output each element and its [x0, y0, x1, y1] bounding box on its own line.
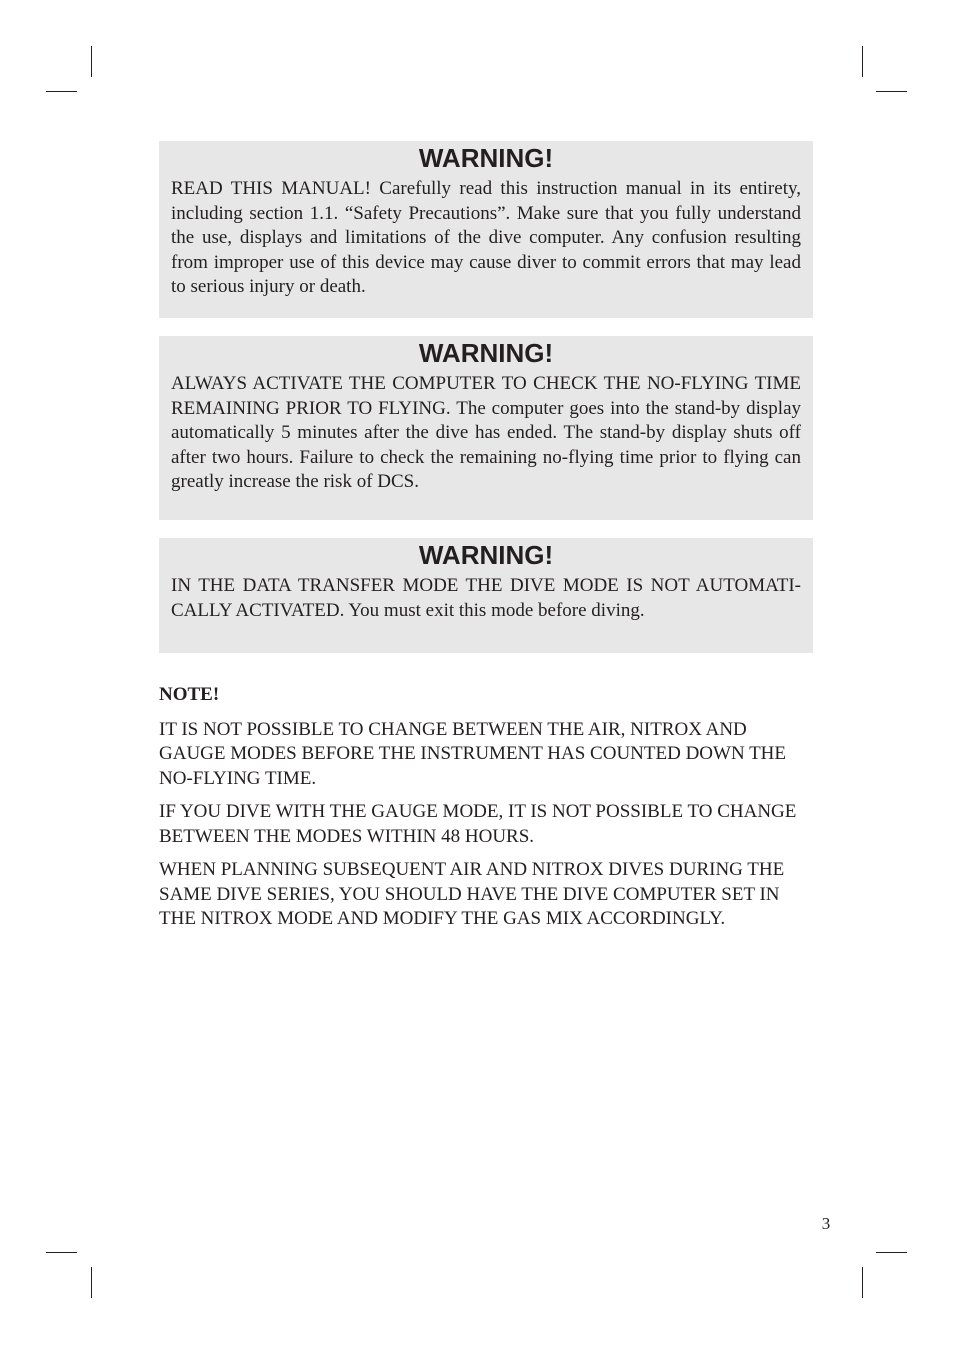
warning-box-data-transfer [159, 538, 813, 653]
warning-box-manual [159, 141, 813, 318]
crop-mark [876, 1252, 907, 1253]
warning-title: WARNING! [418, 540, 554, 570]
note-paragraph: WHEN PLANNING SUBSEQUENT AIR AND NITROX DIVES DURING THE SAME DIVE SERIES, YOU SHOULD HAVE THE DIVE COMPUTER SET IN THE NITROX MODE AND MODIFY THE GAS MIX ACCORDINGLY. [159, 859, 785, 929]
warning-box-no-flying [159, 336, 813, 520]
crop-mark [91, 1267, 92, 1298]
page-number: 3 [821, 1214, 831, 1233]
crop-mark [46, 91, 77, 92]
note-section [159, 683, 813, 941]
warning-text: ALWAYS ACTIVATE THE COMPUTER TO CHECK THE NO-FLYING TIME REMAINING PRIOR TO FLYING. The computer goes into the stand-by display automatically 5 minutes after the dive has ended. The stand-by display shuts off after two hours. Failure to check the remaining no-flying time prior to flying can greatly increase the risk of DCS. [171, 373, 801, 493]
warning-text: READ THIS MANUAL! Carefully read this instruction manual in its entirety, including section 1.1. “Safety Precautions”. Make sure that you fully understand the use, displays and limitations of the dive computer. Any confusion resulting from improper use of this device may cause diver to commit errors that may lead to serious injury or death. [171, 178, 801, 298]
crop-mark [876, 91, 907, 92]
warning-title: WARNING! [418, 143, 554, 173]
crop-mark [46, 1252, 77, 1253]
note-heading: NOTE! [159, 684, 220, 705]
warning-title: WARNING! [418, 338, 554, 368]
crop-mark [862, 46, 863, 77]
note-paragraph: IT IS NOT POSSIBLE TO CHANGE BETWEEN THE AIR, NITROX AND GAUGE MODES BEFORE THE INSTRUMENT HAS COUNTED DOWN THE NO-FLYING TIME. [159, 718, 786, 789]
note-paragraph: IF YOU DIVE WITH THE GAUGE MODE, IT IS NOT POSSIBLE TO CHANGE BETWEEN THE MODES WITHIN 48 HOURS. [159, 801, 797, 847]
warning-text: IN THE DATA TRANSFER MODE THE DIVE MODE IS NOT AUTOMATI-CALLY ACTIVATED. You must exit this mode before diving. [171, 575, 801, 621]
crop-mark [91, 46, 92, 77]
crop-mark [862, 1267, 863, 1298]
